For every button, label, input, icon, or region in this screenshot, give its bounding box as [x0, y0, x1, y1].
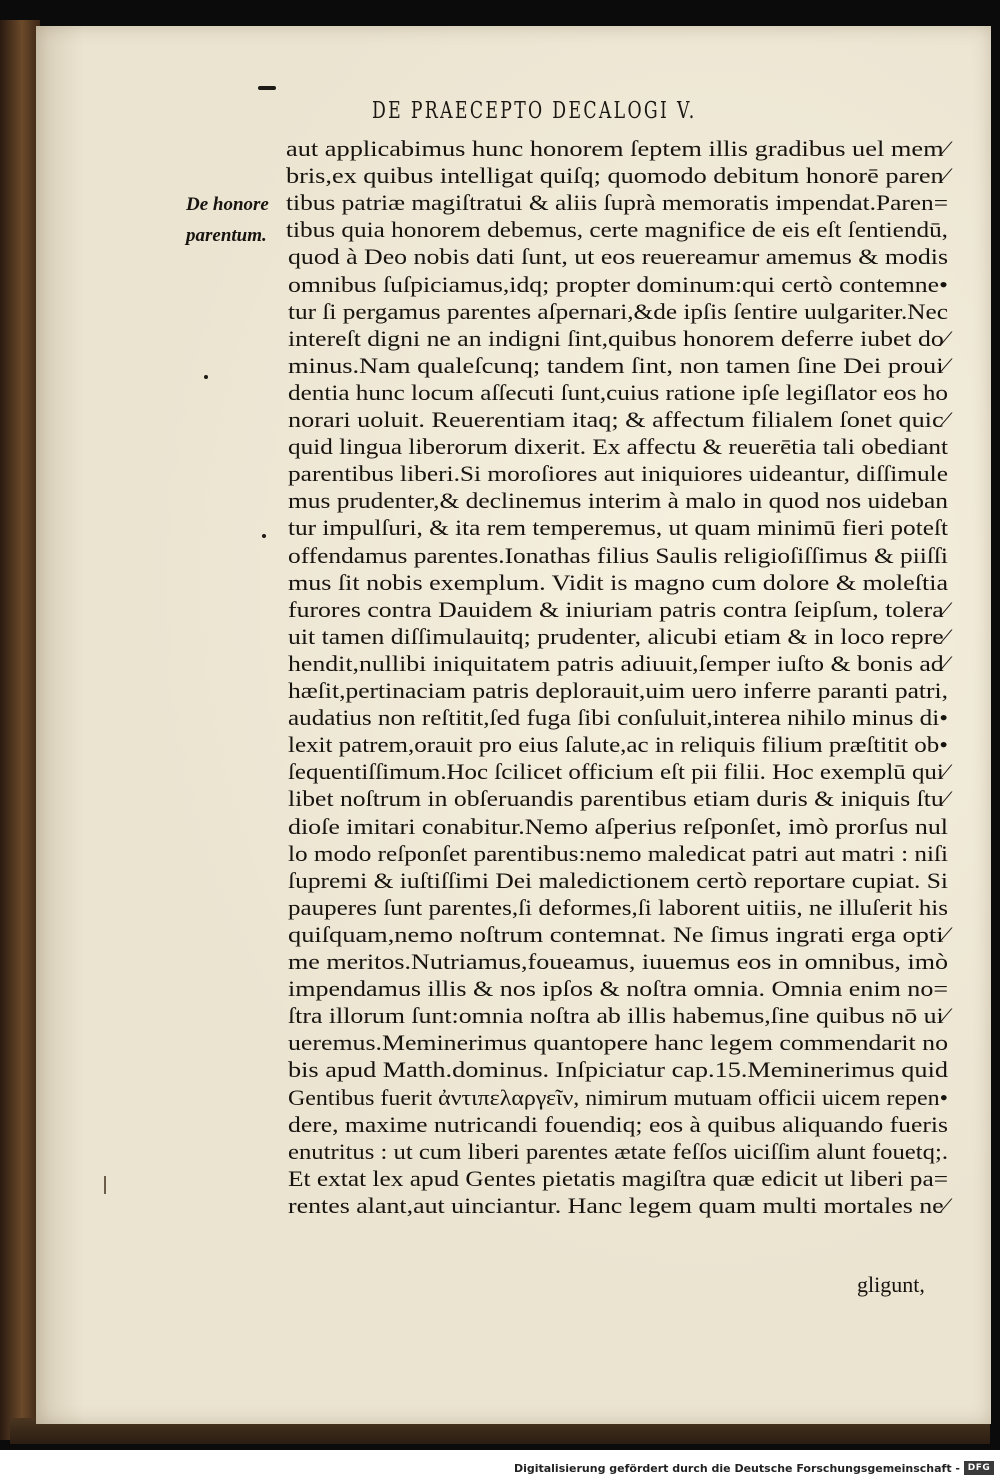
- text-line: audatius non reſtitit,ſed fuga ſibi conſuluit,interea nihilo minus di•: [288, 705, 948, 731]
- text-line: quiſquam,nemo noſtrum contemnat. Ne ſimus ingrati erga opti⁄: [288, 921, 948, 947]
- text-line: quid lingua liberorum dixerit. Ex affectu & reuerētia tali obediant: [288, 434, 948, 460]
- text-line: furores contra Dauidem & iniuriam patris contra ſeipſum, tolera⁄: [288, 596, 948, 622]
- ink-mark: [258, 86, 276, 90]
- text-line: intereſt digni ne an indigni ſint,quibus honorem deferre iubet do⁄: [288, 325, 948, 351]
- text-line: ſtra illorum ſunt:omnia noſtra ab illis habemus,ſine quibus nō ui⁄: [288, 1003, 948, 1029]
- text-line: minus.Nam qualeſcunq; tandem ſint, non tamen ſine Dei proui⁄: [288, 352, 948, 378]
- dfg-logo: DFG: [964, 1461, 994, 1475]
- text-line: parentibus liberi.Si moroſiores aut iniquiores uideantur, diſſimule: [288, 461, 949, 487]
- text-line: offendamus parentes.Ionathas filius Saulis religioſiſſimus & piiſſi: [288, 542, 948, 568]
- text-line: aut applicabimus hunc honorem ſeptem illis gradibus uel mem⁄: [286, 136, 948, 161]
- text-line: pauperes ſunt parentes,ſi deformes,ſi laborent uitiis, ne illuſerit his: [288, 894, 948, 920]
- catchword: gligunt,: [857, 1272, 925, 1297]
- running-head: DE PRAECEPTO DECALOGI V.: [372, 98, 697, 124]
- text-line: libet noſtrum in obſeruandis parentibus etiam duris & iniquis ſtu⁄: [288, 786, 948, 812]
- text-line: tur impulſuri, & ita rem temperemus, ut quam minimū fieri poteſt: [288, 515, 948, 541]
- text-line: uit tamen diſſimulauitq; prudenter, alicubi etiam & in loco repre⁄: [288, 623, 948, 649]
- text-line: lo modo reſponſet parentibus:nemo maledicat patri aut matri : niſi: [288, 840, 948, 866]
- text-line: impendamus illis & nos ipſos & noſtra omnia. Omnia enim no=: [288, 976, 948, 1002]
- text-line: bris,ex quibus intelligat quiſq; quomodo debitum honorē paren⁄: [286, 163, 948, 189]
- footer-credit: Digitalisierung gefördert durch die Deutsche Forschungsgemeinschaft -: [513, 1462, 960, 1475]
- text-line: ſequentiſſimum.Hoc ſcilicet officium eſt pii filii. Hoc exemplū qui⁄: [288, 759, 948, 785]
- text-line: me meritos.Nutriamus,foueamus, iuuemus eos in omnibus, imò: [288, 949, 948, 974]
- text-line: ſupremi & iuſtiſſimi Dei maledictionem certò reportare cupiat. Si: [288, 867, 948, 893]
- text-line: norari uoluit. Reuerentiam itaq; & affectum filialem ſonet quic⁄: [288, 407, 948, 432]
- text-line: tur ſi pergamus parentes aſpernari,&de ipſis ſentire uulgariter.Nec: [288, 298, 949, 324]
- text-line: hendit,nullibi iniquitatem patris adiuuit,ſemper iuſto & bonis ad⁄: [288, 650, 948, 676]
- text-line: dentia hunc locum aſſecuti ſunt,cuius ratione ipſe legiſlator eos ho: [288, 379, 948, 405]
- text-line: Et extat lex apud Gentes pietatis magiſtra quæ edicit ut liberi pa=: [288, 1165, 948, 1191]
- margin-note-line-1: De honore: [186, 194, 269, 215]
- text-line: dere, maxime nutricandi fouendiq; eos à quibus aliquando fueris: [288, 1111, 948, 1137]
- text-line: tibus quia honorem debemus, certe magnifice de eis eſt ſentiendū,: [286, 217, 948, 243]
- text-line: dioſe imitari conabitur.Nemo aſperius reſponſet, imò prorſus nul: [288, 813, 948, 839]
- text-line: Gentibus fuerit ἀντιπελαργεῖν, nimirum mutuam officii uicem repen•: [288, 1084, 948, 1110]
- text-line: rentes alant,aut uinciantur. Hanc legem quam multi mortales ne⁄: [288, 1192, 948, 1218]
- ink-dot: [262, 534, 266, 538]
- ink-mark: [104, 1176, 106, 1194]
- ink-dot: [204, 375, 208, 379]
- text-line: ueremus.Meminerimus quantopere hanc legem commendarit no: [288, 1030, 948, 1056]
- text-line: lexit patrem,orauit pro eius ſalute,ac in reliquis filium præſtitit ob•: [288, 732, 948, 758]
- margin-note-line-2: parentum.: [186, 225, 267, 246]
- text-line: enutritus : ut cum liberi parentes ætate feſſos uiciſſim alunt fouetq;.: [288, 1138, 948, 1164]
- text-line: tibus patriæ magiſtratui & aliis ſuprà memoratis impendat.Paren=: [286, 190, 948, 216]
- book-edge-left: [0, 20, 40, 1440]
- text-line: omnibus ſuſpiciamus,idq; propter dominum:qui certò contemne•: [288, 271, 948, 297]
- text-line: quod à Deo nobis dati ſunt, ut eos reuereamur amemus & modis: [288, 244, 948, 270]
- text-line: mus ſit nobis exemplum. Vidit is magno cum dolore & moleſtia: [288, 569, 948, 595]
- text-line: bis apud Matth.dominus. Inſpiciatur cap.15.Meminerimus quid: [288, 1057, 948, 1083]
- text-line: hæſit,pertinaciam patris deplorauit,uim uero inferre paranti patri,: [288, 678, 948, 703]
- text-line: mus prudenter,& declinemus interim à malo in quod nos uideban: [288, 488, 948, 514]
